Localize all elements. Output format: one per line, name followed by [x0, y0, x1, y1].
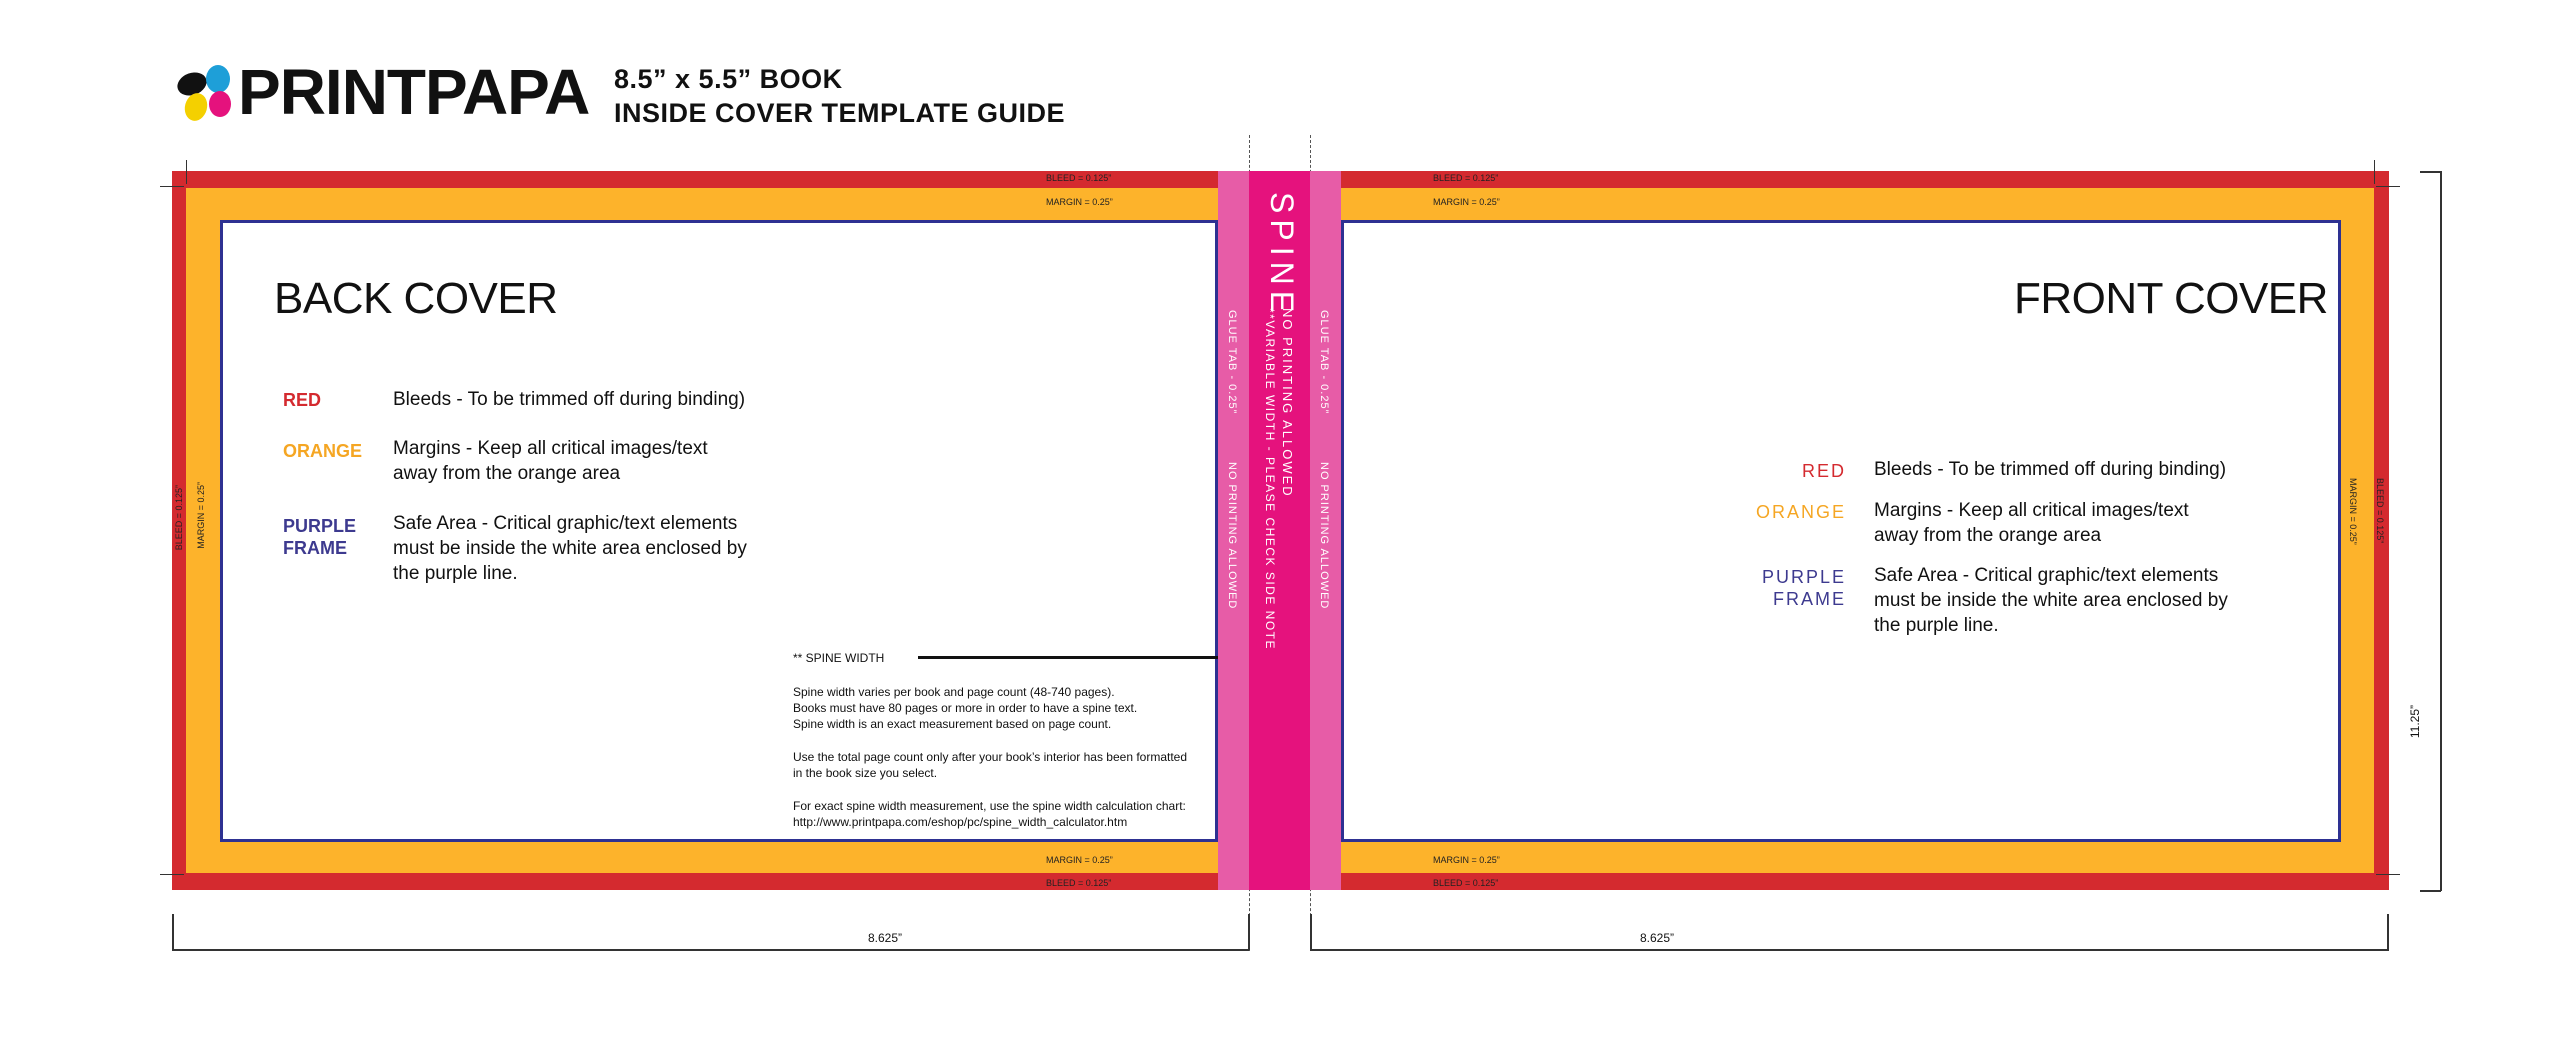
back-cover-title: BACK COVER: [274, 274, 558, 323]
crop-mark-top-left: [160, 186, 184, 187]
front-legend-purple-desc: Safe Area - Critical graphic/text elements must be inside the white area enclosed by the purple line.: [1874, 565, 2228, 636]
width-dimension-right-tick-b: [2387, 914, 2389, 950]
height-dimension-tick-top: [2420, 171, 2441, 173]
width-label-left: 8.625”: [868, 931, 903, 945]
margin-label-left: MARGIN = 0.25”: [196, 482, 206, 549]
page-title-line2: INSIDE COVER TEMPLATE GUIDE: [614, 98, 1066, 128]
crop-mark-top-left-v: [186, 160, 187, 184]
height-label: 11.25”: [2408, 705, 2422, 739]
width-dimension-left-tick-a: [172, 914, 174, 950]
back-legend-red-key: RED: [283, 390, 322, 410]
bleed-label-top-left: BLEED = 0.125”: [1046, 173, 1112, 183]
back-legend-red-desc: Bleeds - To be trimmed off during binding): [393, 389, 746, 410]
crop-mark-top-right-v: [2374, 160, 2375, 184]
page-title-line1: 8.5” x 5.5” BOOK: [614, 64, 843, 94]
bleed-label-bottom-left: BLEED = 0.125”: [1046, 878, 1112, 888]
width-dimension-left-tick-b: [1248, 914, 1250, 950]
margin-label-top-left: MARGIN = 0.25”: [1046, 197, 1113, 207]
front-legend-red-key: RED: [1801, 461, 1846, 481]
margin-label-bottom-left: MARGIN = 0.25”: [1046, 855, 1113, 865]
margin-label-right: MARGIN = 0.25”: [2348, 478, 2358, 545]
front-legend-orange-desc: Margins - Keep all critical images/text away from the orange area: [1874, 500, 2189, 546]
spine-width-pointer-line: [918, 656, 1218, 659]
back-legend-orange-desc: Margins - Keep all critical images/text away from the orange area: [393, 438, 708, 484]
spine-width-notes: Spine width varies per book and page count (48-740 pages). Books must have 80 pages or more in order to have a spine text. Spine width is an exact measurement based on page count. Use the total page count only after your book’s interior has been formatted in the book size you select. For exact spine width measurement, use the spine width calculation chart: http://www.printpapa.com/eshop/pc/spine_width_calculator.htm: [793, 685, 1188, 829]
spine-title: SPINE: [1264, 192, 1300, 319]
margin-label-top-right: MARGIN = 0.25”: [1433, 197, 1500, 207]
glue-tab-left-label: GLUE TAB - 0.25”: [1226, 310, 1238, 415]
bleed-label-left: BLEED = 0.125”: [174, 485, 184, 551]
crop-mark-top-right: [2376, 186, 2400, 187]
width-dimension-right: [1310, 949, 2389, 951]
glue-tab-right-label: GLUE TAB - 0.25”: [1318, 310, 1330, 415]
glue-tab-right-no-printing: NO PRINTING ALLOWED: [1318, 462, 1330, 610]
height-dimension: [2440, 171, 2442, 891]
width-dimension-right-tick-a: [1310, 914, 1312, 950]
printpapa-logo-icon: [176, 62, 242, 124]
back-legend-purple-desc: Safe Area - Critical graphic/text elements must be inside the white area enclosed by the purple line.: [393, 513, 747, 584]
front-cover-title: FRONT COVER: [2014, 274, 2328, 323]
back-legend-orange-key: ORANGE: [283, 441, 363, 461]
front-legend-purple-key: PURPLE FRAME: [1761, 567, 1846, 609]
margin-label-bottom-right: MARGIN = 0.25”: [1433, 855, 1500, 865]
back-legend-purple-key: PURPLE FRAME: [283, 516, 357, 558]
width-label-right: 8.625”: [1640, 931, 1675, 945]
spine-variable-width-note: **VARIABLE WIDTH - PLEASE CHECK SIDE NOTE: [1263, 308, 1277, 651]
spine-no-printing: NO PRINTING ALLOWED: [1280, 308, 1295, 498]
front-legend-red-desc: Bleeds - To be trimmed off during binding): [1874, 459, 2227, 480]
bleed-label-right: BLEED = 0.125”: [2375, 478, 2385, 544]
front-legend-orange-key: ORANGE: [1755, 502, 1846, 522]
spine-width-heading: ** SPINE WIDTH: [793, 651, 885, 665]
bleed-label-top-right: BLEED = 0.125”: [1433, 173, 1499, 183]
crop-mark-bottom-left: [160, 874, 184, 875]
brand-name: PRINTPAPA: [238, 56, 590, 128]
bleed-label-bottom-right: BLEED = 0.125”: [1433, 878, 1499, 888]
crop-mark-bottom-right: [2376, 874, 2400, 875]
height-dimension-tick-bottom: [2420, 890, 2441, 892]
page-title: [614, 62, 1065, 130]
glue-tab-left-no-printing: NO PRINTING ALLOWED: [1226, 462, 1238, 610]
width-dimension-left: [172, 949, 1249, 951]
